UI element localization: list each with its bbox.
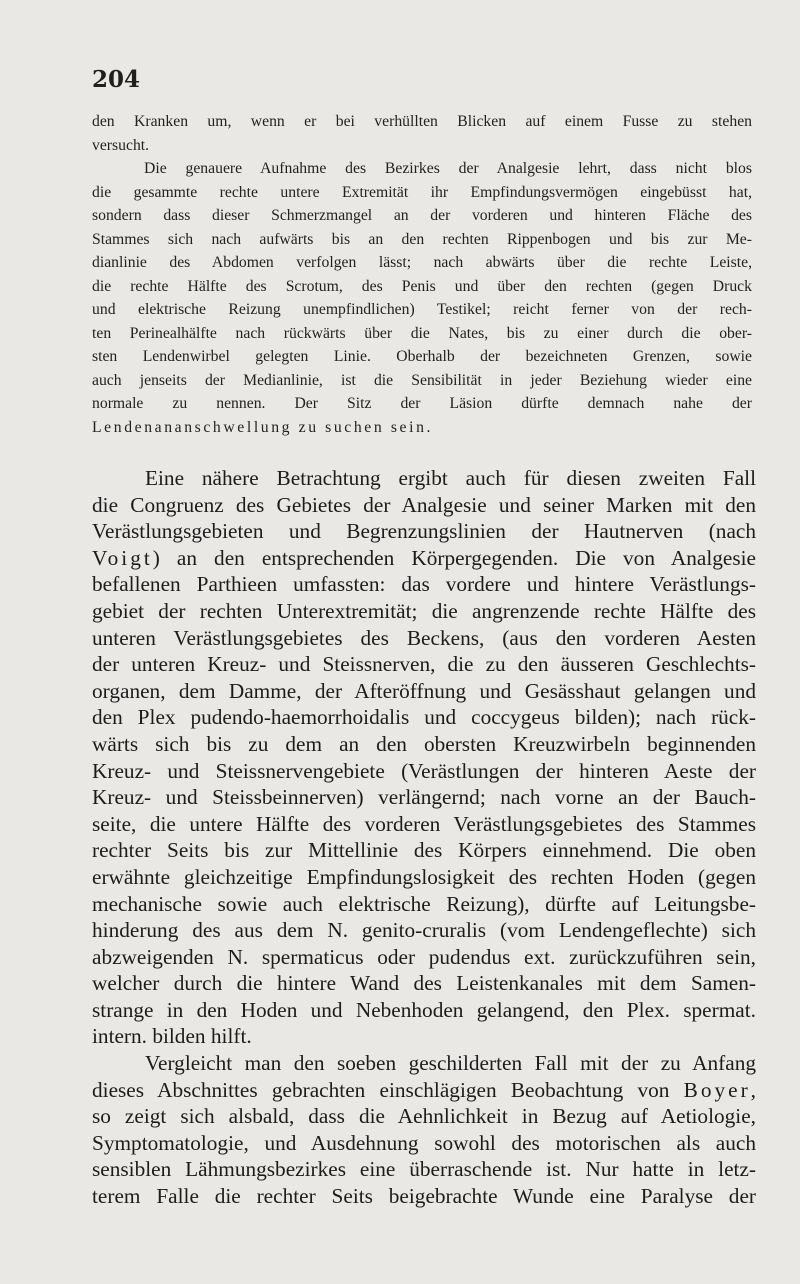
text-line: befallenen Parthieen umfassten: das vordere und hintere Verästlungs- <box>92 572 756 597</box>
text-line: welcher durch die hintere Wand des Leistenkanales mit dem Samen- <box>92 971 756 996</box>
text-line: unteren Verästlungsgebietes des Beckens, (aus den vorderen Aesten <box>92 625 756 650</box>
text-line: auch jenseits der Medianlinie, ist die Sensibilität in jeder Beziehung wieder eine <box>92 371 752 389</box>
text-line: Kreuz- und Steissnervengebiete (Verästlungen der hinteren Aeste der <box>92 758 756 783</box>
text-line: rechter Seits bis zur Mittellinie des Körpers einnehmend. Die oben <box>92 838 756 863</box>
text-run: , <box>750 1077 756 1102</box>
text-line: Kreuz- und Steissbeinnerven) verlängernd; nach vorne an der Bauch- <box>92 785 756 810</box>
text-line: strange in den Hoden und Nebenhoden gelangend, den Plex. spermat. <box>92 997 756 1022</box>
text-line: Symptomatologie, und Ausdehnung sowohl des motorischen als auch <box>92 1130 756 1155</box>
text-line: sten Lendenwirbel gelegten Linie. Oberhalb der bezeichneten Grenzen, sowie <box>92 348 752 365</box>
text-line: ten Perinealhälfte nach rückwärts über die Nates, bis zu einer durch die ober- <box>92 324 752 342</box>
text-line: seite, die untere Hälfte des vorderen Verästlungsgebietes des Stammes <box>92 811 756 836</box>
text-line: den Plex pudendo-haemorrhoidalis und coccygeus bilden); nach rück- <box>92 705 756 730</box>
text-line: Vergleicht man den soeben geschilderten Fall mit der zu Anfang <box>145 1051 756 1076</box>
text-line: intern. bilden hilft. <box>92 1024 252 1049</box>
text-line: den Kranken um, wenn er bei verhüllten Blicken auf einem Fusse zu stehen <box>92 113 752 130</box>
text-run: dieses Abschnittes gebrachten einschlägigen Beobachtung von <box>92 1077 684 1102</box>
text-line: Eine nähere Betrachtung ergibt auch für diesen zweiten Fall <box>145 466 756 490</box>
text-line: terem Falle die rechter Seits beigebrachte Wunde eine Paralyse der <box>92 1184 756 1209</box>
text-line: der unteren Kreuz- und Steissnerven, die zu den äusseren Geschlechts- <box>92 652 756 677</box>
text-line: sensiblen Lähmungsbezirkes eine überraschende ist. Nur hatte in letz- <box>92 1157 756 1182</box>
text-line: hinderung des aus dem N. genito-cruralis (vom Lendengeflechte) sich <box>92 918 756 943</box>
text-line: erwähnte gleichzeitige Empfindungslosigkeit des rechten Hoden (gegen <box>92 864 756 889</box>
text-line: die rechte Hälfte des Scrotum, des Penis und über den rechten (gegen Druck <box>92 277 752 295</box>
text-line: Verästlungsgebieten und Begrenzungslinien der Hautnerven (nach <box>92 519 756 544</box>
text-line: abzweigenden N. spermaticus oder pudendus ext. zurückzuführen sein, <box>92 944 756 969</box>
author-name: Voigt <box>92 545 153 570</box>
main-text-block <box>92 465 756 1210</box>
text-line: Stammes sich nach aufwärts bis an den rechten Rippenbogen und bis zur Me- <box>92 230 752 248</box>
text-line: sondern dass dieser Schmerzmangel an der vorderen und hinteren Fläche des <box>92 207 752 224</box>
text-run: ) an den entsprechenden Körpergegenden. Die von Analgesie <box>152 545 756 570</box>
text-line <box>92 1077 756 1104</box>
text-line: versucht. <box>92 136 150 154</box>
text-line: mechanische sowie auch elektrische Reizung), dürfte auf Leitungsbe- <box>92 891 756 916</box>
text-line: wärts sich bis zu dem an den obersten Kreuzwirbeln beginnenden <box>92 731 756 756</box>
text-line: dianlinie des Abdomen verfolgen lässt; nach abwärts über die rechte Leiste, <box>92 254 752 271</box>
author-name: Boyer <box>683 1077 751 1102</box>
text-line: organen, dem Damme, der Afteröffnung und Gesässhaut gelangen und <box>92 678 756 703</box>
text-line: Die genauere Aufnahme des Bezirkes der Analgesie lehrt, dass nicht blos <box>144 160 752 177</box>
small-print-block <box>92 110 752 439</box>
page-number: 204 <box>92 66 141 93</box>
text-line <box>92 545 756 572</box>
text-line: gebiet der rechten Unterextremität; die angrenzende rechte Hälfte des <box>92 598 756 623</box>
text-line: normale zu nennen. Der Sitz der Läsion dürfte demnach nahe der <box>92 395 752 412</box>
text-line: die Congruenz des Gebietes der Analgesie und seiner Marken mit den <box>92 492 756 517</box>
text-line: die gesammte rechte untere Extremität ihr Empfindungsvermögen eingebüsst hat, <box>92 183 752 201</box>
text-line: so zeigt sich alsbald, dass die Aehnlichkeit in Bezug auf Aetiologie, <box>92 1104 756 1129</box>
text-line: und elektrische Reizung unempfindlichen) Testikel; reicht ferner von der rech- <box>92 301 752 318</box>
text-line-emphasized: Lendenananschwellung zu suchen sein. <box>92 418 434 436</box>
